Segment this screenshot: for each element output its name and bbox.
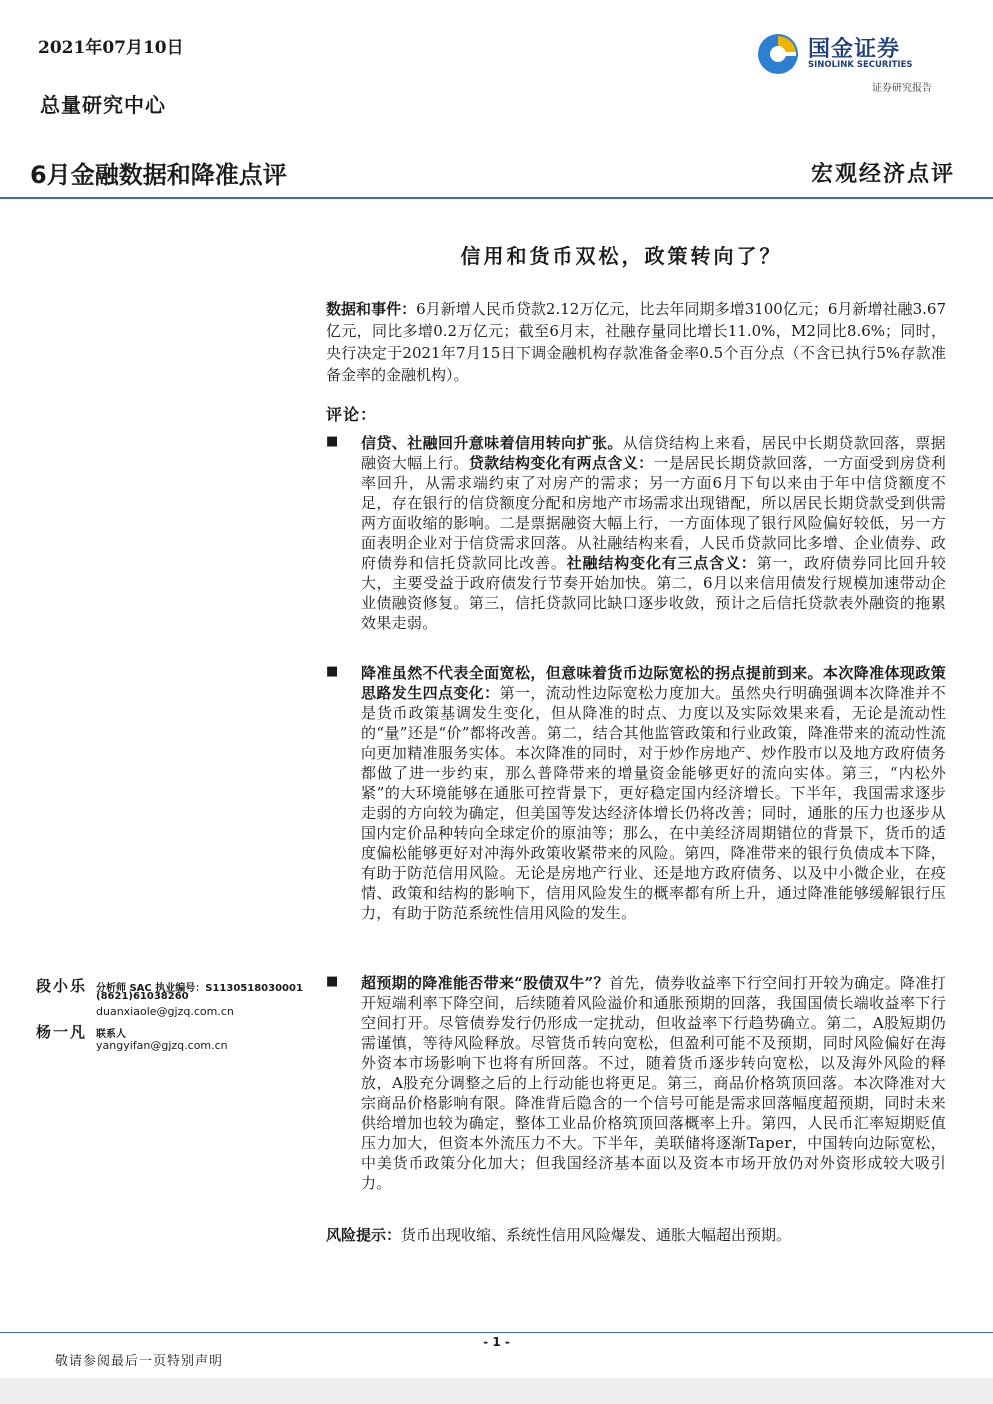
comments-heading: 评论： [326, 405, 378, 424]
comment-text: 首先，债券收益率下行空间打开较为确定。降准打开短端利率下降空间，后续随着风险溢价和通胀预期的回落，我国国债长端收益率下行空间打开。尽管债券发行仍形成一定扰动，但收益率下行趋势确立。第二，A股短期仍需谨慎，等待风险释放。尽管货币转向宽松，但盈利可能不及预期，同时风险偏好在海外资本市场影响下也将有所回落。不过，随着货币逐步转向宽松，以及海外风险的释放，A股充分调整之后的上行动能也将更足。第三，商品价格筑顶回落。本次降准对大宗商品价格影响有限。降准背后隐含的一个信号可能是需求回落幅度超预期，同时未来供给增加也较为确定，整体工业品价格筑顶回落概率上升。第四，人民币汇率短期贬值压力加大，但资本外流压力不大。下半年，美联储将逐渐Taper，中国转向边际宽松，中美货币政策分化加大；但我国经济基本面以及资本市场开放仍对外资形成较大吸引力。 [361, 974, 947, 1192]
contact-email[interactable]: yangyifan@gjzq.com.cn [96, 1039, 228, 1052]
risk-warning [326, 1224, 946, 1246]
logo-name-en: SINOLINK SECURITIES [808, 60, 913, 70]
contact-name: 杨一凡 [36, 1023, 88, 1041]
comment-item-rrr-cut [361, 663, 946, 923]
sinolink-logo-icon [756, 32, 800, 76]
comment-text: 从信贷结构上来看，居民中长期贷款回落，票据融资大幅上行。 [361, 434, 946, 472]
article-headline: 信用和货币双松，政策转向了？ [460, 244, 783, 268]
comment-lead: 信贷、社融回升意味着信用转向扩张。 [361, 434, 623, 452]
analyst-email[interactable]: duanxiaole@gjzq.com.cn [96, 1005, 234, 1018]
comment-item-stock-bond [361, 973, 946, 1193]
analyst-phone: (8621)61038260 [96, 991, 189, 1002]
data-event-paragraph [326, 298, 946, 386]
data-event-text: 6月新增人民币贷款2.12万亿元，比去年同期多增3100亿元；6月新增社融3.67亿元，同比多增0.2万亿元；截至6月末，社融存量同比增长11.0%，M2同比8.6%；同时，央行决定于2021年7月15日下调金融机构存款准备金率0.5个百分点（不含已执行5%存款准备金率的金融机构）。 [326, 300, 946, 384]
header-divider [0, 197, 993, 199]
comment-emphasis: 贷款结构变化有两点含义： [468, 454, 654, 472]
bullet-marker: ■ [326, 974, 339, 989]
bullet-marker: ■ [326, 434, 339, 449]
contact-role: 联系人 [96, 1029, 126, 1040]
risk-label: 风险提示： [326, 1226, 402, 1244]
comment-text: 第一，流动性边际宽松力度加大。虽然央行明确强调本次降准并不是货币政策基调发生变化，但从降准的时点、力度以及实际效果来看，无论是流动性的“量”还是“价”都将改善。第二，结合其他监管政策和行业政策，降准带来的流动性流向更加精准服务实体。本次降准的同时，对于炒作房地产、炒作股市以及地方政府债务都做了进一步约束，那么普降带来的增量资金能够更好的流向实体。第三，“内松外紧”的大环境能够在通胀可控背景下，更好稳定国内经济增长。下半年，我国需求逐步走弱的方向较为确定，但美国等发达经济体增长仍将改善；同时，通胀的压力也逐步从国内定价品种转向全球定价的原油等；那么，在中美经济周期错位的背景下，货币的适度偏松能够更好对冲海外政策收紧带来的风险。第四，降准带来的银行负债成本下降，有助于防范信用风险。无论是房地产行业、还是地方政府债务、以及中小微企业，在疫情、政策和结构的影响下，信用风险发生的概率都有所上升，通过降准能够缓解银行压力，有助于防范系统性信用风险的发生。 [361, 684, 947, 922]
logo-subtitle: 证券研究报告 [872, 83, 932, 94]
comment-emphasis: 社融结构变化有三点含义： [566, 554, 757, 572]
comment-lead: 超预期的降准能否带来“股债双牛”？ [361, 974, 609, 992]
page-number: - 1 - [483, 1335, 510, 1349]
comment-lead: 降准虽然不代表全面宽松，但意味着货币边际宽松的拐点提前到来。本次降准体现政策思路发生四点变化： [361, 664, 946, 702]
report-type: 宏观经济点评 [810, 161, 955, 187]
analyst-name: 段小乐 [36, 977, 88, 995]
report-title: 6月金融数据和降准点评 [30, 161, 287, 189]
risk-text: 货币出现收缩、系统性信用风险爆发、通胀大幅超出预期。 [401, 1226, 792, 1244]
bullet-marker: ■ [326, 664, 339, 679]
department-name: 总量研究中心 [40, 93, 166, 117]
comment-item-credit [361, 433, 946, 633]
analyst-role: 分析师 SAC 执业编号：S1130518030001 [96, 983, 303, 994]
comment-text: 一是居民长期贷款回落，一方面受到房贷利率回升，从需求端约束了对房产的需求；另一方面6月下旬以来由于年中信贷额度不足，存在银行的信贷额度分配和房地产市场需求出现错配，所以居民长期贷款受到供需两方面收缩的影响。二是票据融资大幅上行，一方面体现了银行风险偏好较低，另一方面表明企业对于信贷需求回落。从社融结构来看，人民币贷款同比多增、企业债券、政府债券和信托贷款同比改善。 [361, 454, 946, 572]
data-event-label: 数据和事件： [326, 300, 417, 318]
logo-name-cn: 国金证券 [808, 37, 901, 62]
footer-divider [0, 1332, 993, 1333]
report-date: 2021年07月10日 [38, 38, 184, 58]
disclaimer-note: 敬请参阅最后一页特别声明 [55, 1354, 224, 1369]
comment-text: 第一，政府债券同比回升较大，主要受益于政府债发行节奏开始加快。第二，6月以来信用债发行规模加速带动企业债融资修复。第三，信托贷款同比缺口逐步收敛，预计之后信托贷款表外融资的拖累效果走弱。 [361, 554, 946, 632]
footer-band [0, 1378, 993, 1404]
